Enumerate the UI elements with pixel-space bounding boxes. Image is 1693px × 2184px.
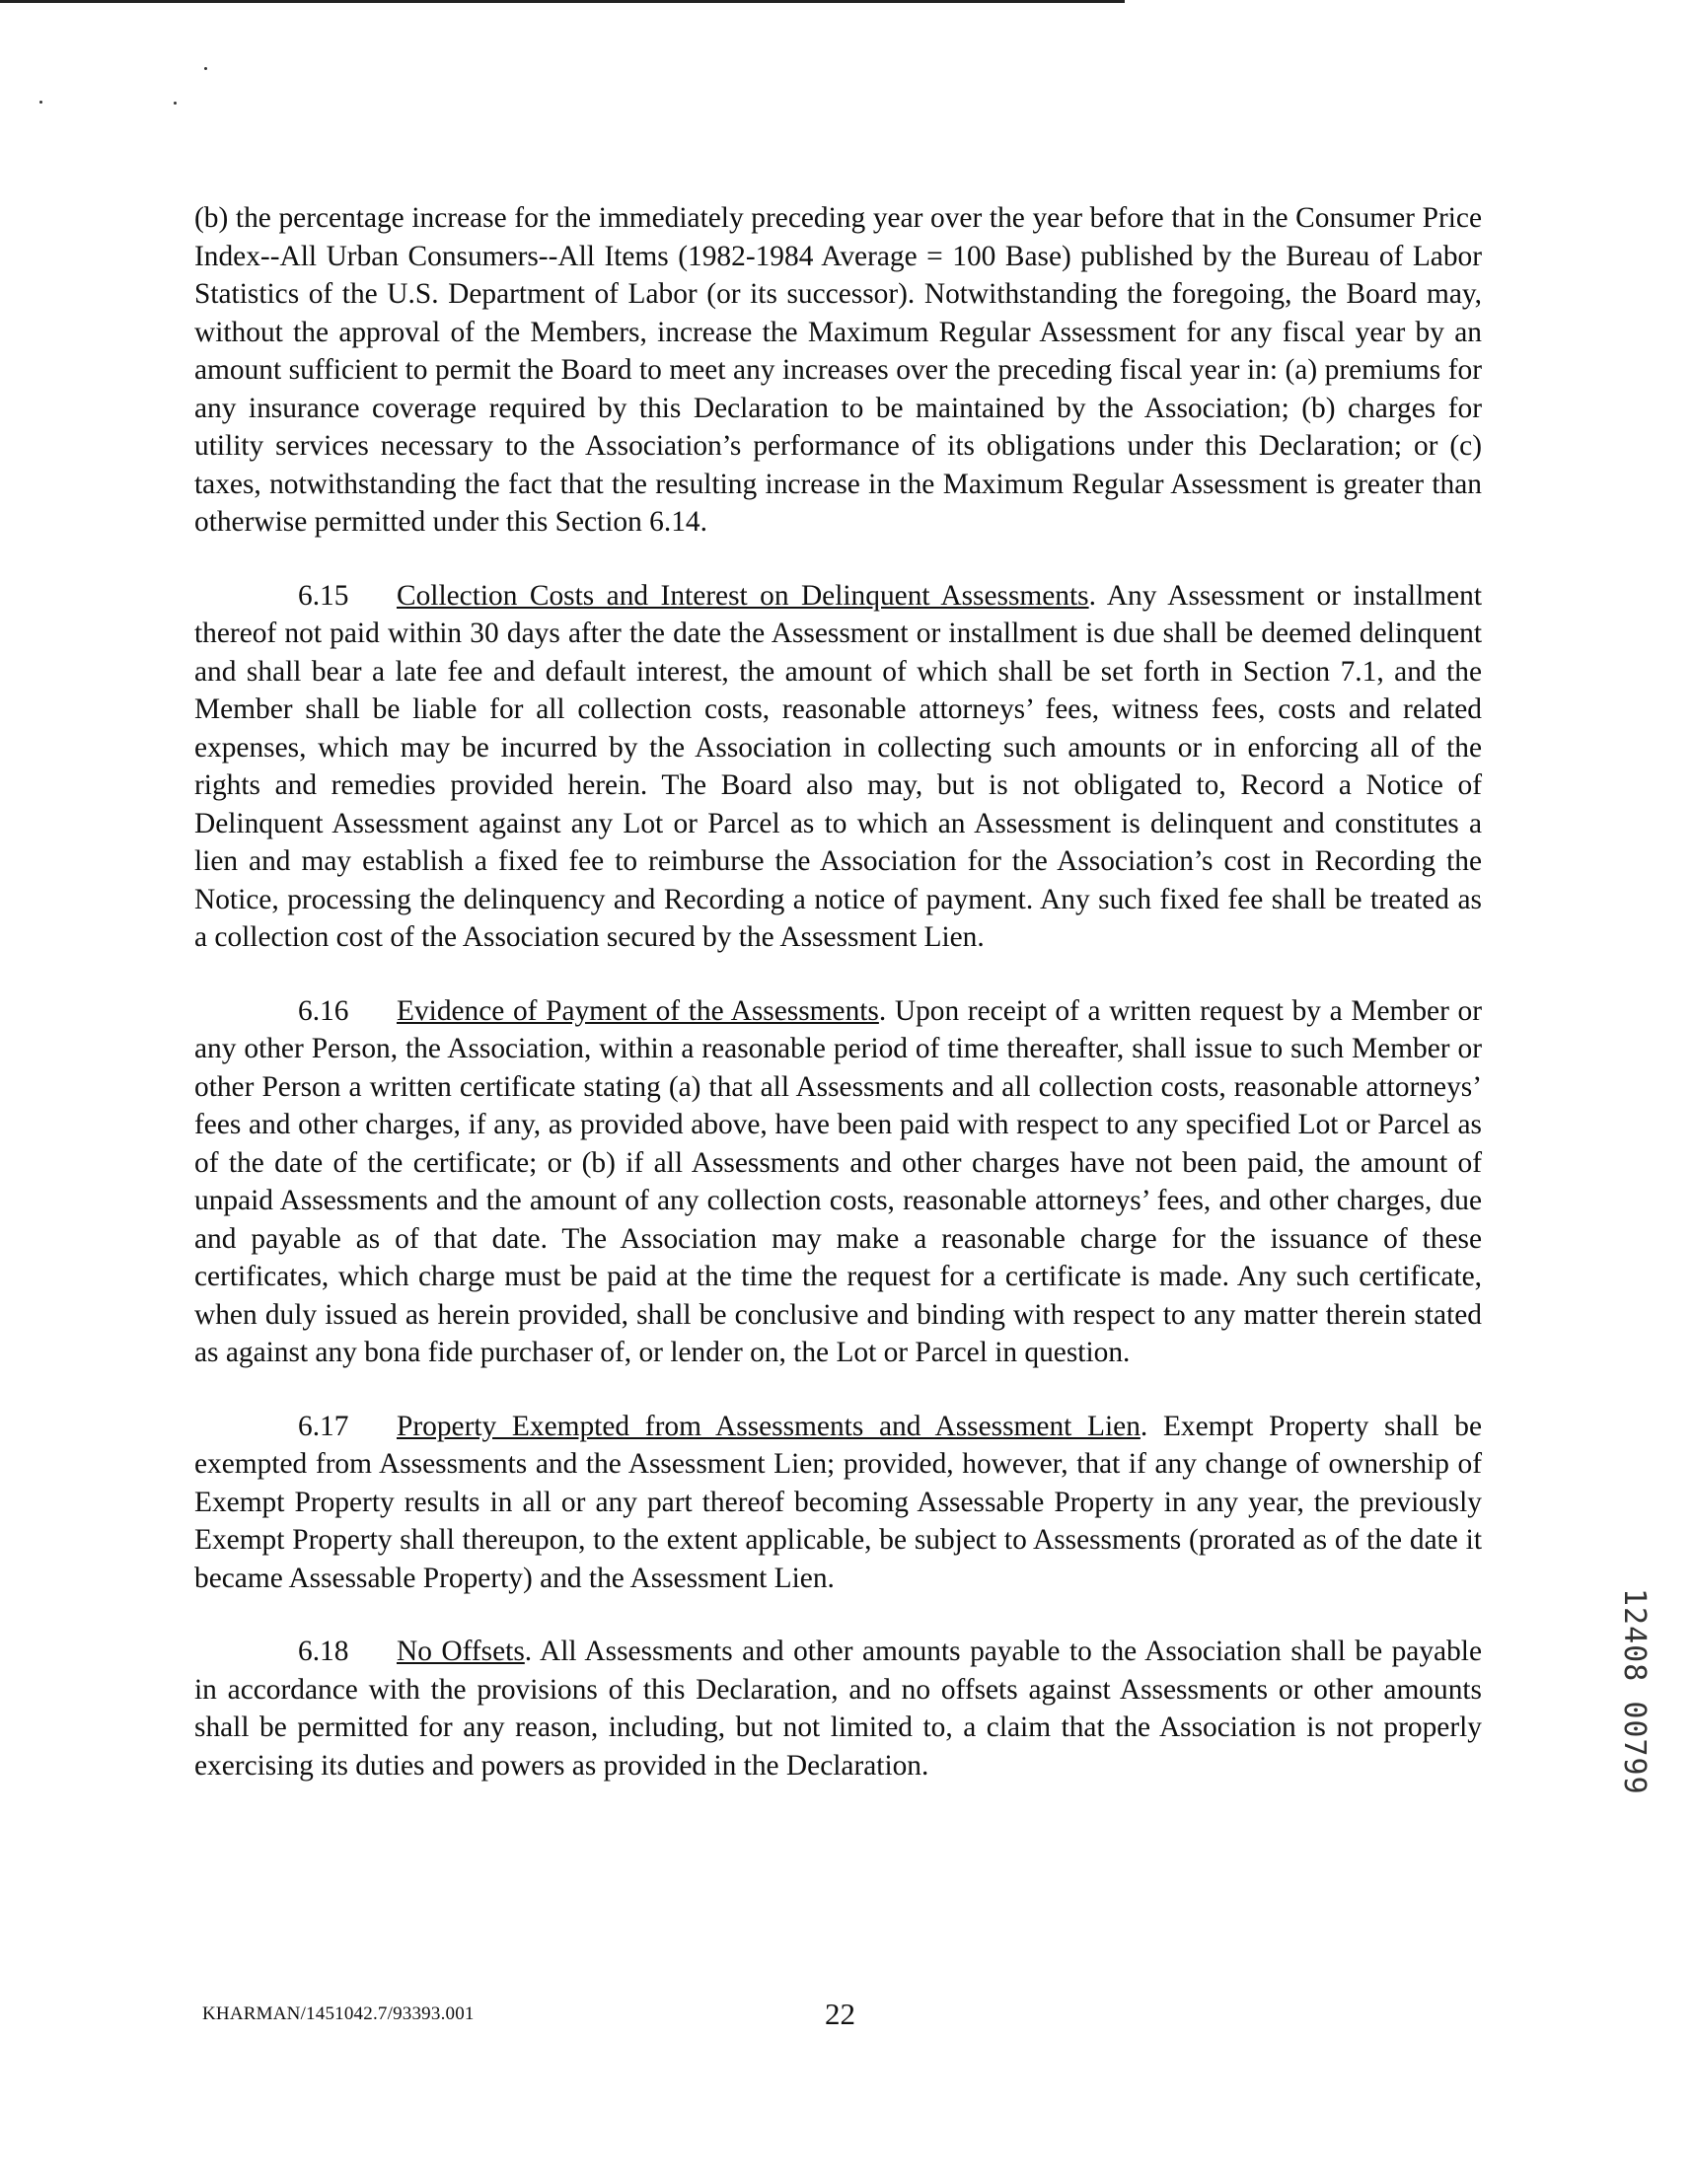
page-number: 22 <box>825 1997 855 2031</box>
scan-speck <box>39 101 42 104</box>
section-6-18 <box>194 1633 1482 1784</box>
scan-top-border <box>0 0 1125 3</box>
margin-recording-stamp: 12408 00799 <box>1617 1588 1652 1795</box>
section-title: Collection Costs and Interest on Delinquent Assessments <box>397 579 1089 612</box>
scan-speck <box>204 67 207 70</box>
section-body: . Exempt Property shall be exempted from Assessments and the Assessment Lien; provided, however, that if any change of ownership of Exempt Property results in all or any part thereof becoming Assessable Property in any year, the previously Exempt Property shall thereupon, to the extent applicable, be subject to Assessments (prorated as of the date it became Assessable Property) and the Assessment Lien. <box>194 1410 1482 1594</box>
section-6-15 <box>194 577 1482 957</box>
section-body: . All Assessments and other amounts payable to the Association shall be payable in accordance with the provisions of this Declaration, and no offsets against Assessments or other amounts shall be permitted for any reason, including, but not limited to, a claim that the Association is not properly exercising its duties and powers as provided in the Declaration. <box>194 1636 1483 1782</box>
section-number: 6.16 <box>298 994 349 1027</box>
scan-speck <box>174 102 177 105</box>
section-6-16 <box>194 992 1482 1372</box>
section-number: 6.18 <box>298 1636 349 1667</box>
document-id-footer: KHARMAN/1451042.7/93393.001 <box>202 2003 475 2024</box>
intro-paragraph: (b) the percentage increase for the immediately preceding year over the year before that in the Consumer Price Index--All Urban Consumers--All Items (1982-1984 Average = 100 Base) published by the Bureau of Labor Statistics of the U.S. Department of Labor (or its successor). Notwithstanding the foregoing, the Board may, without the approval of the Members, increase the Maximum Regular Assessment for any fiscal year by an amount sufficient to permit the Board to meet any increases over the preceding fiscal year in: (a) premiums for any insurance coverage required by this Declaration to be maintained by the Association; (b) charges for utility services necessary to the Association’s performance of its obligations under this Declaration; or (c) taxes, notwithstanding the fact that the resulting increase in the Maximum Regular Assessment is greater than otherwise permitted under this Section 6.14. <box>194 202 1482 538</box>
section-body: . Any Assessment or installment thereof not paid within 30 days after the date the Assessment or installment is due shall be deemed delinquent and shall bear a late fee and default interest, the amount of which shall be set forth in Section 7.1, and the Member shall be liable for all collection costs, reasonable attorneys’ fees, witness fees, costs and related expenses, which may be incurred by the Association in collecting such amounts or in enforcing all of the rights and remedies provided herein. The Board also may, but is not obligated to, Record a Notice of Delinquent Assessment against any Lot or Parcel as to which an Assessment is delinquent and constitutes a lien and may establish a fixed fee to reimburse the Association for the Association’s cost in Recording the Notice, processing the delinquency and Recording a notice of payment. Any such fixed fee shall be treated as a collection cost of the Association secured by the Assessment Lien. <box>194 579 1482 953</box>
section-6-17 <box>194 1408 1482 1598</box>
section-title: No Offsets <box>397 1636 525 1667</box>
section-title: Property Exempted from Assessments and Assessment Lien <box>397 1410 1141 1442</box>
section-body: . Upon receipt of a written request by a Member or any other Person, the Association, within a reasonable period of time thereafter, shall issue to such Member or other Person a written certificate stating (a) that all Assessments and all collection costs, reasonable attorneys’ fees and other charges, if any, as provided above, have been paid with respect to any specified Lot or Parcel as of the date of the certificate; or (b) if all Assessments and other charges have not been paid, the amount of unpaid Assessments and the amount of any collection costs, reasonable attorneys’ fees, and other charges, due and payable as of that date. The Association may make a reasonable charge for the issuance of these certificates, which charge must be paid at the time the request for a certificate is made. Any such certificate, when duly issued as herein provided, shall be conclusive and binding with respect to any matter therein stated as against any bona fide purchaser of, or lender on, the Lot or Parcel in question. <box>194 994 1483 1368</box>
section-number: 6.17 <box>298 1410 349 1442</box>
document-body <box>194 199 1482 1820</box>
section-title: Evidence of Payment of the Assessments <box>397 994 879 1027</box>
section-number: 6.15 <box>298 579 349 612</box>
